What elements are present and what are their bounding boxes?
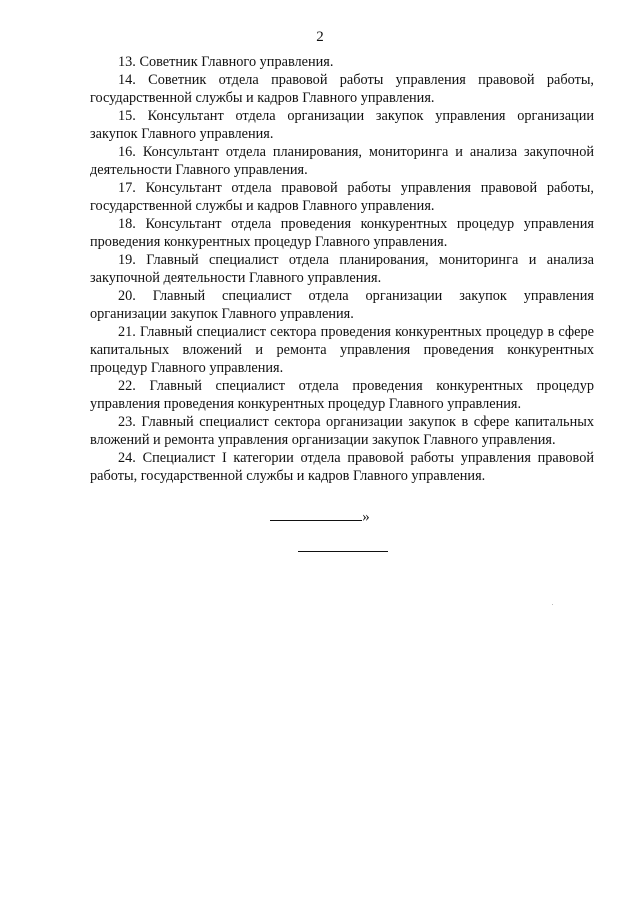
closing-mark xyxy=(0,508,640,526)
list-item: 19. Главный специалист отдела планирования, мониторинга и анализа закупочной деятельности Главного управления. xyxy=(90,252,594,286)
list-item: 18. Консультант отдела проведения конкурентных процедур управления проведения конкурентных процедур Главного управления. xyxy=(90,216,594,250)
page-number: 2 xyxy=(316,29,324,45)
list-item: 14. Советник отдела правовой работы управления правовой работы, государственной службы и кадров Главного управления. xyxy=(90,72,594,106)
list-item: 13. Советник Главного управления. xyxy=(118,54,334,70)
end-rule-divider xyxy=(298,551,388,552)
list-item: 17. Консультант отдела правовой работы управления правовой работы, государственной службы и кадров Главного управления. xyxy=(90,180,594,214)
closing-quote: » xyxy=(362,509,370,525)
signature-line xyxy=(270,508,362,521)
position-list xyxy=(90,53,594,485)
list-item: 20. Главный специалист отдела организации закупок управления организации закупок Главного управления. xyxy=(90,288,594,322)
list-item: 22. Главный специалист отдела проведения конкурентных процедур управления проведения конкурентных процедур Главного управления. xyxy=(90,378,594,412)
list-item: 23. Главный специалист сектора организации закупок в сфере капитальных вложений и ремонта управления организации закупок Главного управления. xyxy=(90,414,594,448)
list-item: 24. Специалист I категории отдела правовой работы управления правовой работы, государственной службы и кадров Главного управления. xyxy=(90,450,594,484)
list-item: 16. Консультант отдела планирования, мониторинга и анализа закупочной деятельности Главного управления. xyxy=(90,144,594,178)
scan-speck xyxy=(552,604,553,605)
list-item: 15. Консультант отдела организации закупок управления организации закупок Главного управления. xyxy=(90,108,594,142)
list-item: 21. Главный специалист сектора проведения конкурентных процедур в сфере капитальных вложений и ремонта управления проведения конкурентных процедур Главного управления. xyxy=(90,324,594,376)
